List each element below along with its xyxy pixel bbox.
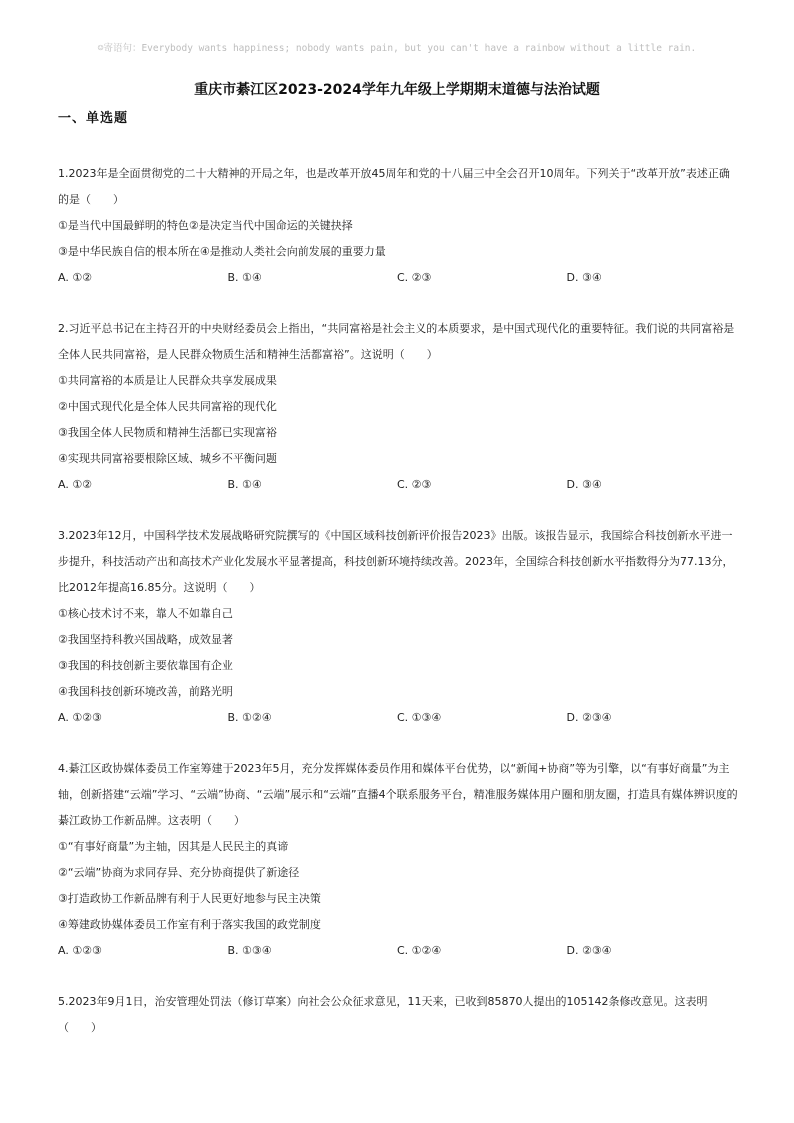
question-stem: 4.綦江区政协媒体委员工作室筹建于2023年5月，充分发挥媒体委员作用和媒体平台优势，以“新闻+协商”等为引擎，以“有事好商量”为主轴，创新搭建“云端”学习、“云端”协商、“云端”展示和“云端”直播4个联系服务平台，精准服务媒体用户圈和朋友圈，打造具有媒体辨识度的綦江政协工作新品牌。这表明（ ） — [58, 762, 738, 827]
statement-option: ④实现共同富裕要根除区域、城乡不平衡问题 — [58, 452, 277, 465]
answer-choice-d[interactable]: D. ③④ — [566, 478, 602, 491]
statement-option: ②我国坚持科教兴国战略，成效显著 — [58, 633, 233, 646]
answer-choice-c[interactable]: C. ①②④ — [397, 944, 442, 957]
answer-choice-a[interactable]: A. ①② — [58, 478, 93, 491]
answer-choice-b[interactable]: B. ①④ — [227, 271, 262, 284]
answer-choice-c[interactable]: C. ②③ — [397, 271, 432, 284]
answer-choices — [58, 265, 738, 291]
question-stem: 2.习近平总书记在主持召开的中央财经委员会上指出，“共同富裕是社会主义的本质要求，是中国式现代化的重要特征。我们说的共同富裕是全体人民共同富裕，是人民群众物质生活和精神生活都富裕”。这说明（ ） — [58, 322, 735, 361]
question-stem: 1.2023年是全面贯彻党的二十大精神的开局之年，也是改革开放45周年和党的十八届三中全会召开10周年。下列关于“改革开放”表述正确的是（ ） — [58, 167, 730, 206]
question-stem: 5.2023年9月1日，治安管理处罚法（修订草案）向社会公众征求意见，11天来，已收到85870人提出的105142条修改意见。这表明（ ） — [58, 995, 708, 1034]
answer-choices — [58, 705, 738, 731]
statement-option: ②“云端”协商为求同存异、充分协商提供了新途径 — [58, 866, 300, 879]
statement-option: ③打造政协工作新品牌有利于人民更好地参与民主决策 — [58, 892, 321, 905]
question-stem: 3.2023年12月，中国科学技术发展战略研究院撰写的《中国区域科技创新评价报告2023》出版。该报告显示，我国综合科技创新水平进一步提升，科技活动产出和高技术产业化发展水平显著提高，科技创新环境持续改善。2023年，全国综合科技创新水平指数得分为77.13分，比2012年提高16.85分。这说明（ ） — [58, 529, 734, 594]
question-list — [58, 161, 738, 1066]
answer-choice-d[interactable]: D. ②③④ — [566, 711, 612, 724]
page-title: 重庆市綦江区2023-2024学年九年级上学期期末道德与法治试题 — [194, 82, 600, 98]
statement-option: ②中国式现代化是全体人民共同富裕的现代化 — [58, 400, 277, 413]
answer-choice-d[interactable]: D. ②③④ — [566, 944, 612, 957]
answer-choices — [58, 472, 738, 498]
statement-option: ④筹建政协媒体委员工作室有利于落实我国的政党制度 — [58, 918, 321, 931]
answer-choice-a[interactable]: A. ①② — [58, 271, 93, 284]
statement-option: ③是中华民族自信的根本所在④是推动人类社会向前发展的重要力量 — [58, 245, 386, 258]
answer-choices — [58, 938, 738, 964]
statement-option: ③我国全体人民物质和精神生活都已实现富裕 — [58, 426, 277, 439]
motto-banner: ☺寄语句：Everybody wants happiness; nobody wants pain, but you can't have a rainbow without a little rain. — [97, 43, 697, 54]
statement-option: ①“有事好商量”为主轴，因其是人民民主的真谛 — [58, 840, 289, 853]
question-2 — [58, 316, 738, 498]
answer-choice-b[interactable]: B. ①②④ — [227, 711, 272, 724]
question-5 — [58, 989, 738, 1041]
question-3 — [58, 523, 738, 731]
answer-choice-c[interactable]: C. ①③④ — [397, 711, 442, 724]
statement-option: ①共同富裕的本质是让人民群众共享发展成果 — [58, 374, 277, 387]
question-1 — [58, 161, 738, 291]
answer-choice-b[interactable]: B. ①④ — [227, 478, 262, 491]
answer-choice-a[interactable]: A. ①②③ — [58, 944, 102, 957]
statement-option: ①是当代中国最鲜明的特色②是决定当代中国命运的关键抉择 — [58, 219, 353, 232]
section-heading: 一、单选题 — [58, 111, 129, 126]
answer-choice-c[interactable]: C. ②③ — [397, 478, 432, 491]
answer-choice-d[interactable]: D. ③④ — [566, 271, 602, 284]
statement-option: ③我国的科技创新主要依靠国有企业 — [58, 659, 233, 672]
answer-choice-a[interactable]: A. ①②③ — [58, 711, 102, 724]
answer-choice-b[interactable]: B. ①③④ — [227, 944, 272, 957]
statement-option: ④我国科技创新环境改善，前路光明 — [58, 685, 233, 698]
question-4 — [58, 756, 738, 964]
statement-option: ①核心技术讨不来，靠人不如靠自己 — [58, 607, 233, 620]
